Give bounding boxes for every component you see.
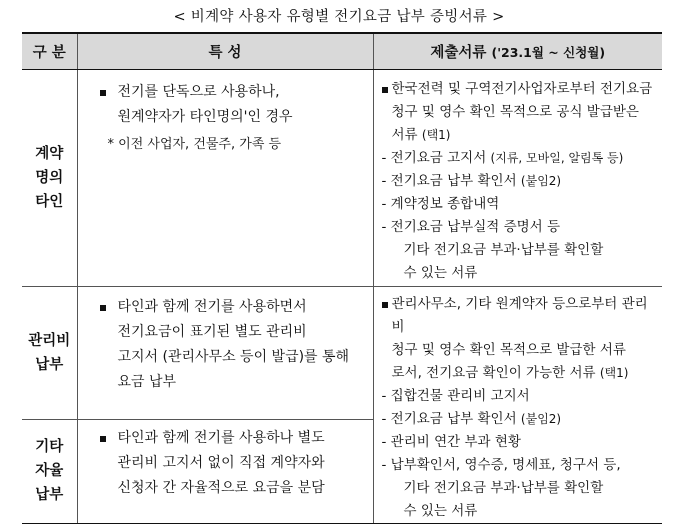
document-item: - 전기요금 납부 확인서 (붙임2) [381,172,562,189]
documents-head-note: (택1) [599,365,629,380]
document-item-note: (붙임2) [520,173,562,188]
header-category: 구 분 [22,33,77,69]
category-cell [22,69,77,286]
documents-head-note: (택1) [421,127,451,142]
document-tail-line: 기타 전기요금 부과·납부를 확인할 [403,241,604,258]
feature-line: 타인과 함께 전기를 사용하면서 [117,298,307,315]
table-row [22,286,662,420]
feature-line: 전기를 단독으로 사용하나, [117,83,280,100]
feature-line: 전기요금이 표기된 별도 관리비 [117,323,307,340]
feature-line: 관리비 고지서 없이 직접 계약자와 [117,455,325,472]
feature-note: * 이전 사업자, 건물주, 가족 등 [107,136,282,152]
document-item: - 집합건물 관리비 고지서 [381,387,530,404]
documents-cell [373,69,662,286]
documents-head-line: 로서, 전기요금 확인이 가능한 서류 (택1) [391,364,629,381]
document-item: - 계약정보 종합내역 [381,195,500,212]
documents-head [382,78,657,147]
documents-cell [373,286,662,524]
category-label: 계약 명의 타인 [35,145,64,210]
feature-line: 원계약자가 타인명의'인 경우 [117,108,293,125]
category-cell [22,420,77,524]
document-item: - 전기요금 고지서 (지류, 모바일, 알림톡 등) [381,149,624,166]
documents-head-line: 청구 및 영수 확인 목적으로 발급한 서류 [391,341,626,358]
feature-line: 신청자 간 자율적으로 요금을 분담 [117,480,325,497]
feature-item [96,295,367,395]
category-label: 관리비 납부 [28,332,71,373]
feature-line: 고지서 (관리사무소 등이 발급)를 통해 [117,348,350,365]
document-tail-line: 기타 전기요금 부과·납부를 확인할 [403,479,604,496]
header-documents [373,33,662,69]
features-cell [77,286,373,420]
document-tail-line: 수 있는 서류 [403,502,478,519]
category-cell [22,286,77,420]
documents-head-line: 관리사무소, 기타 원계약자 등으로부터 관리비 [391,295,648,335]
document-item: - 납부확인서, 영수증, 명세표, 청구서 등, [381,456,621,473]
document-tail-line: 수 있는 서류 [403,264,478,281]
documents-head-line: 서류 (택1) [391,126,451,143]
header-row [22,33,662,69]
features-cell [77,69,373,286]
documents-head [382,293,657,385]
document-item: - 관리비 연간 부과 현황 [381,433,521,450]
feature-item [96,80,367,130]
documents-head-line: 한국전력 및 구역전기사업자로부터 전기요금 [391,80,653,97]
feature-line: 요금 납부 [117,373,177,390]
documents-head-line: 청구 및 영수 확인 목적으로 공식 발급받은 [391,103,639,120]
header-documents-label: 제출서류 [430,44,487,61]
category-label: 기타 자율 납부 [35,439,64,504]
document-item-note: (붙임2) [520,411,562,426]
features-cell [77,420,373,524]
document-item: - 전기요금 납부 확인서 (붙임2) [381,410,562,427]
evidence-table [22,32,662,524]
document-item-note: (지류, 모바일, 알림톡 등) [490,150,624,165]
header-documents-period: ('23.1월 ~ 신청월) [491,44,606,60]
feature-line: 타인과 함께 전기를 사용하나 별도 [117,430,325,447]
feature-item [96,426,367,501]
table-row [22,69,662,286]
document-item: - 전기요금 납부실적 증명서 등 [381,218,561,235]
header-features: 특 성 [77,33,373,69]
page-title: < 비계약 사용자 유형별 전기요금 납부 증빙서류 > [173,9,505,25]
